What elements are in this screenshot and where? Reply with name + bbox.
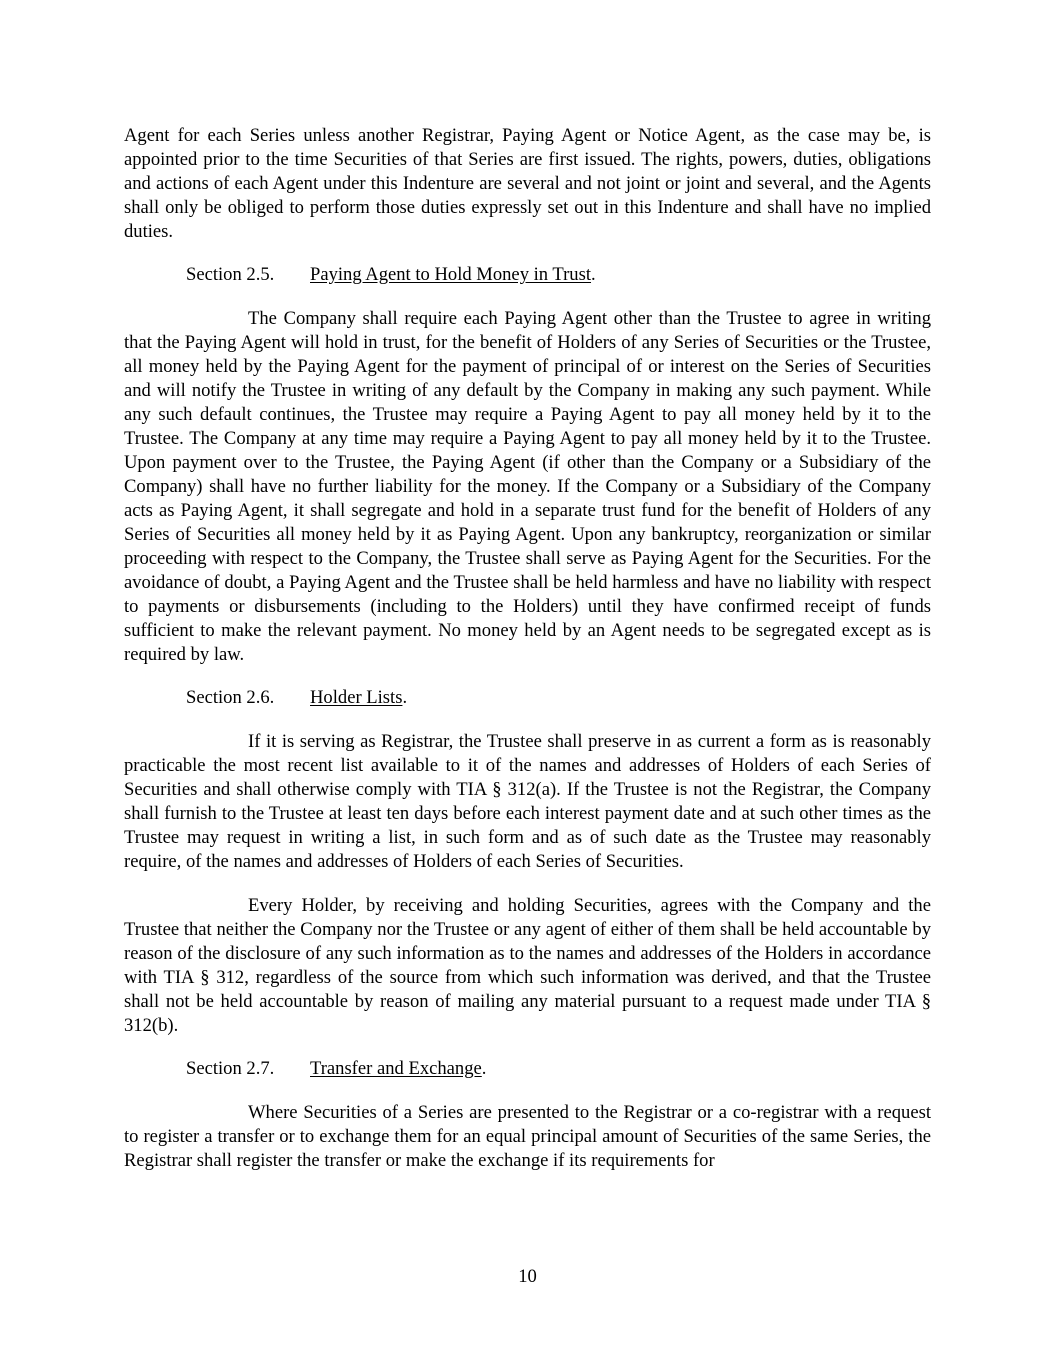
section-number: Section 2.6. bbox=[186, 687, 275, 708]
section-title-punct: . bbox=[402, 687, 408, 708]
section-title: Transfer and Exchange bbox=[310, 1058, 482, 1079]
page-number: 10 bbox=[518, 1266, 537, 1287]
paragraph-holder-lists: If it is serving as Registrar, the Trustee shall preserve in as current a form as is reasonably practicable the most recent list available to it of the names and addresses of Holders of each Series of Securities and shall otherwise comply with TIA § 312(a). If the Trustee is not the Registrar, the Company shall furnish to the Trustee at least ten days before each interest payment date and at such other times as the Trustee may request in writing a list, in such form and as of such date as the Trustee may reasonably require, of the names and addresses of Holders of each Series of Securities. bbox=[124, 731, 931, 872]
section-heading-2-6 bbox=[186, 686, 931, 710]
paragraph-paying-agent-trust: The Company shall require each Paying Agent other than the Trustee to agree in writing that the Paying Agent will hold in trust, for the benefit of Holders of any Series of Securities or the Trustee, all money held by the Paying Agent for the payment of principal of or interest on the Series of Securities and will notify the Trustee in writing of any default by the Company in making any such payment. While any such default continues, the Trustee may require a Paying Agent to pay all money held by it to the Trustee. The Company at any time may require a Paying Agent to pay all money held by it to the Trustee. Upon payment over to the Trustee, the Paying Agent (if other than the Company or a Subsidiary of the Company) shall have no further liability for the money. If the Company or a Subsidiary of the Company acts as Paying Agent, it shall segregate and hold in a separate trust fund for the benefit of Holders of any Series of Securities all money held by it as Paying Agent. Upon any bankruptcy, reorganization or similar proceeding with respect to the Company, the Trustee shall serve as Paying Agent for the Securities. For the avoidance of doubt, a Paying Agent and the Trustee shall be held harmless and have no liability with respect to payments or disbursements (including to the Holders) until they have confirmed receipt of funds sufficient to make the relevant payment. No money held by an Agent needs to be segregated except as is required by law. bbox=[124, 308, 931, 665]
section-heading-2-5 bbox=[186, 263, 931, 287]
paragraph-agent-continuation: Agent for each Series unless another Registrar, Paying Agent or Notice Agent, as the case may be, is appointed prior to the time Securities of that Series are first issued. The rights, powers, duties, obligations and actions of each Agent under this Indenture are several and not joint or joint and several, and the Agents shall only be obliged to perform those duties expressly set out in this Indenture and shall have no implied duties. bbox=[124, 125, 931, 242]
section-title: Holder Lists bbox=[310, 687, 403, 708]
section-number: Section 2.7. bbox=[186, 1058, 275, 1079]
section-number: Section 2.5. bbox=[186, 264, 275, 285]
section-title: Paying Agent to Hold Money in Trust bbox=[310, 264, 592, 285]
section-title-punct: . bbox=[481, 1058, 487, 1079]
section-heading-2-7 bbox=[186, 1057, 931, 1081]
section-title-punct: . bbox=[591, 264, 596, 285]
paragraph-holder-agreement: Every Holder, by receiving and holding Securities, agrees with the Company and the Trustee that neither the Company nor the Trustee or any agent of either of them shall be held accountable by reason of the disclosure of any such information as to the names and addresses of the Holders in accordance with TIA § 312, regardless of the source from which such information was derived, and that the Trustee shall not be held accountable by reason of mailing any material pursuant to a request made under TIA § 312(b). bbox=[124, 895, 931, 1036]
paragraph-transfer-exchange: Where Securities of a Series are presented to the Registrar or a co-registrar with a request to register a transfer or to exchange them for an equal principal amount of Securities of the same Series, the Registrar shall register the transfer or make the exchange if its requirements for bbox=[124, 1102, 931, 1171]
document-page bbox=[124, 124, 931, 1173]
